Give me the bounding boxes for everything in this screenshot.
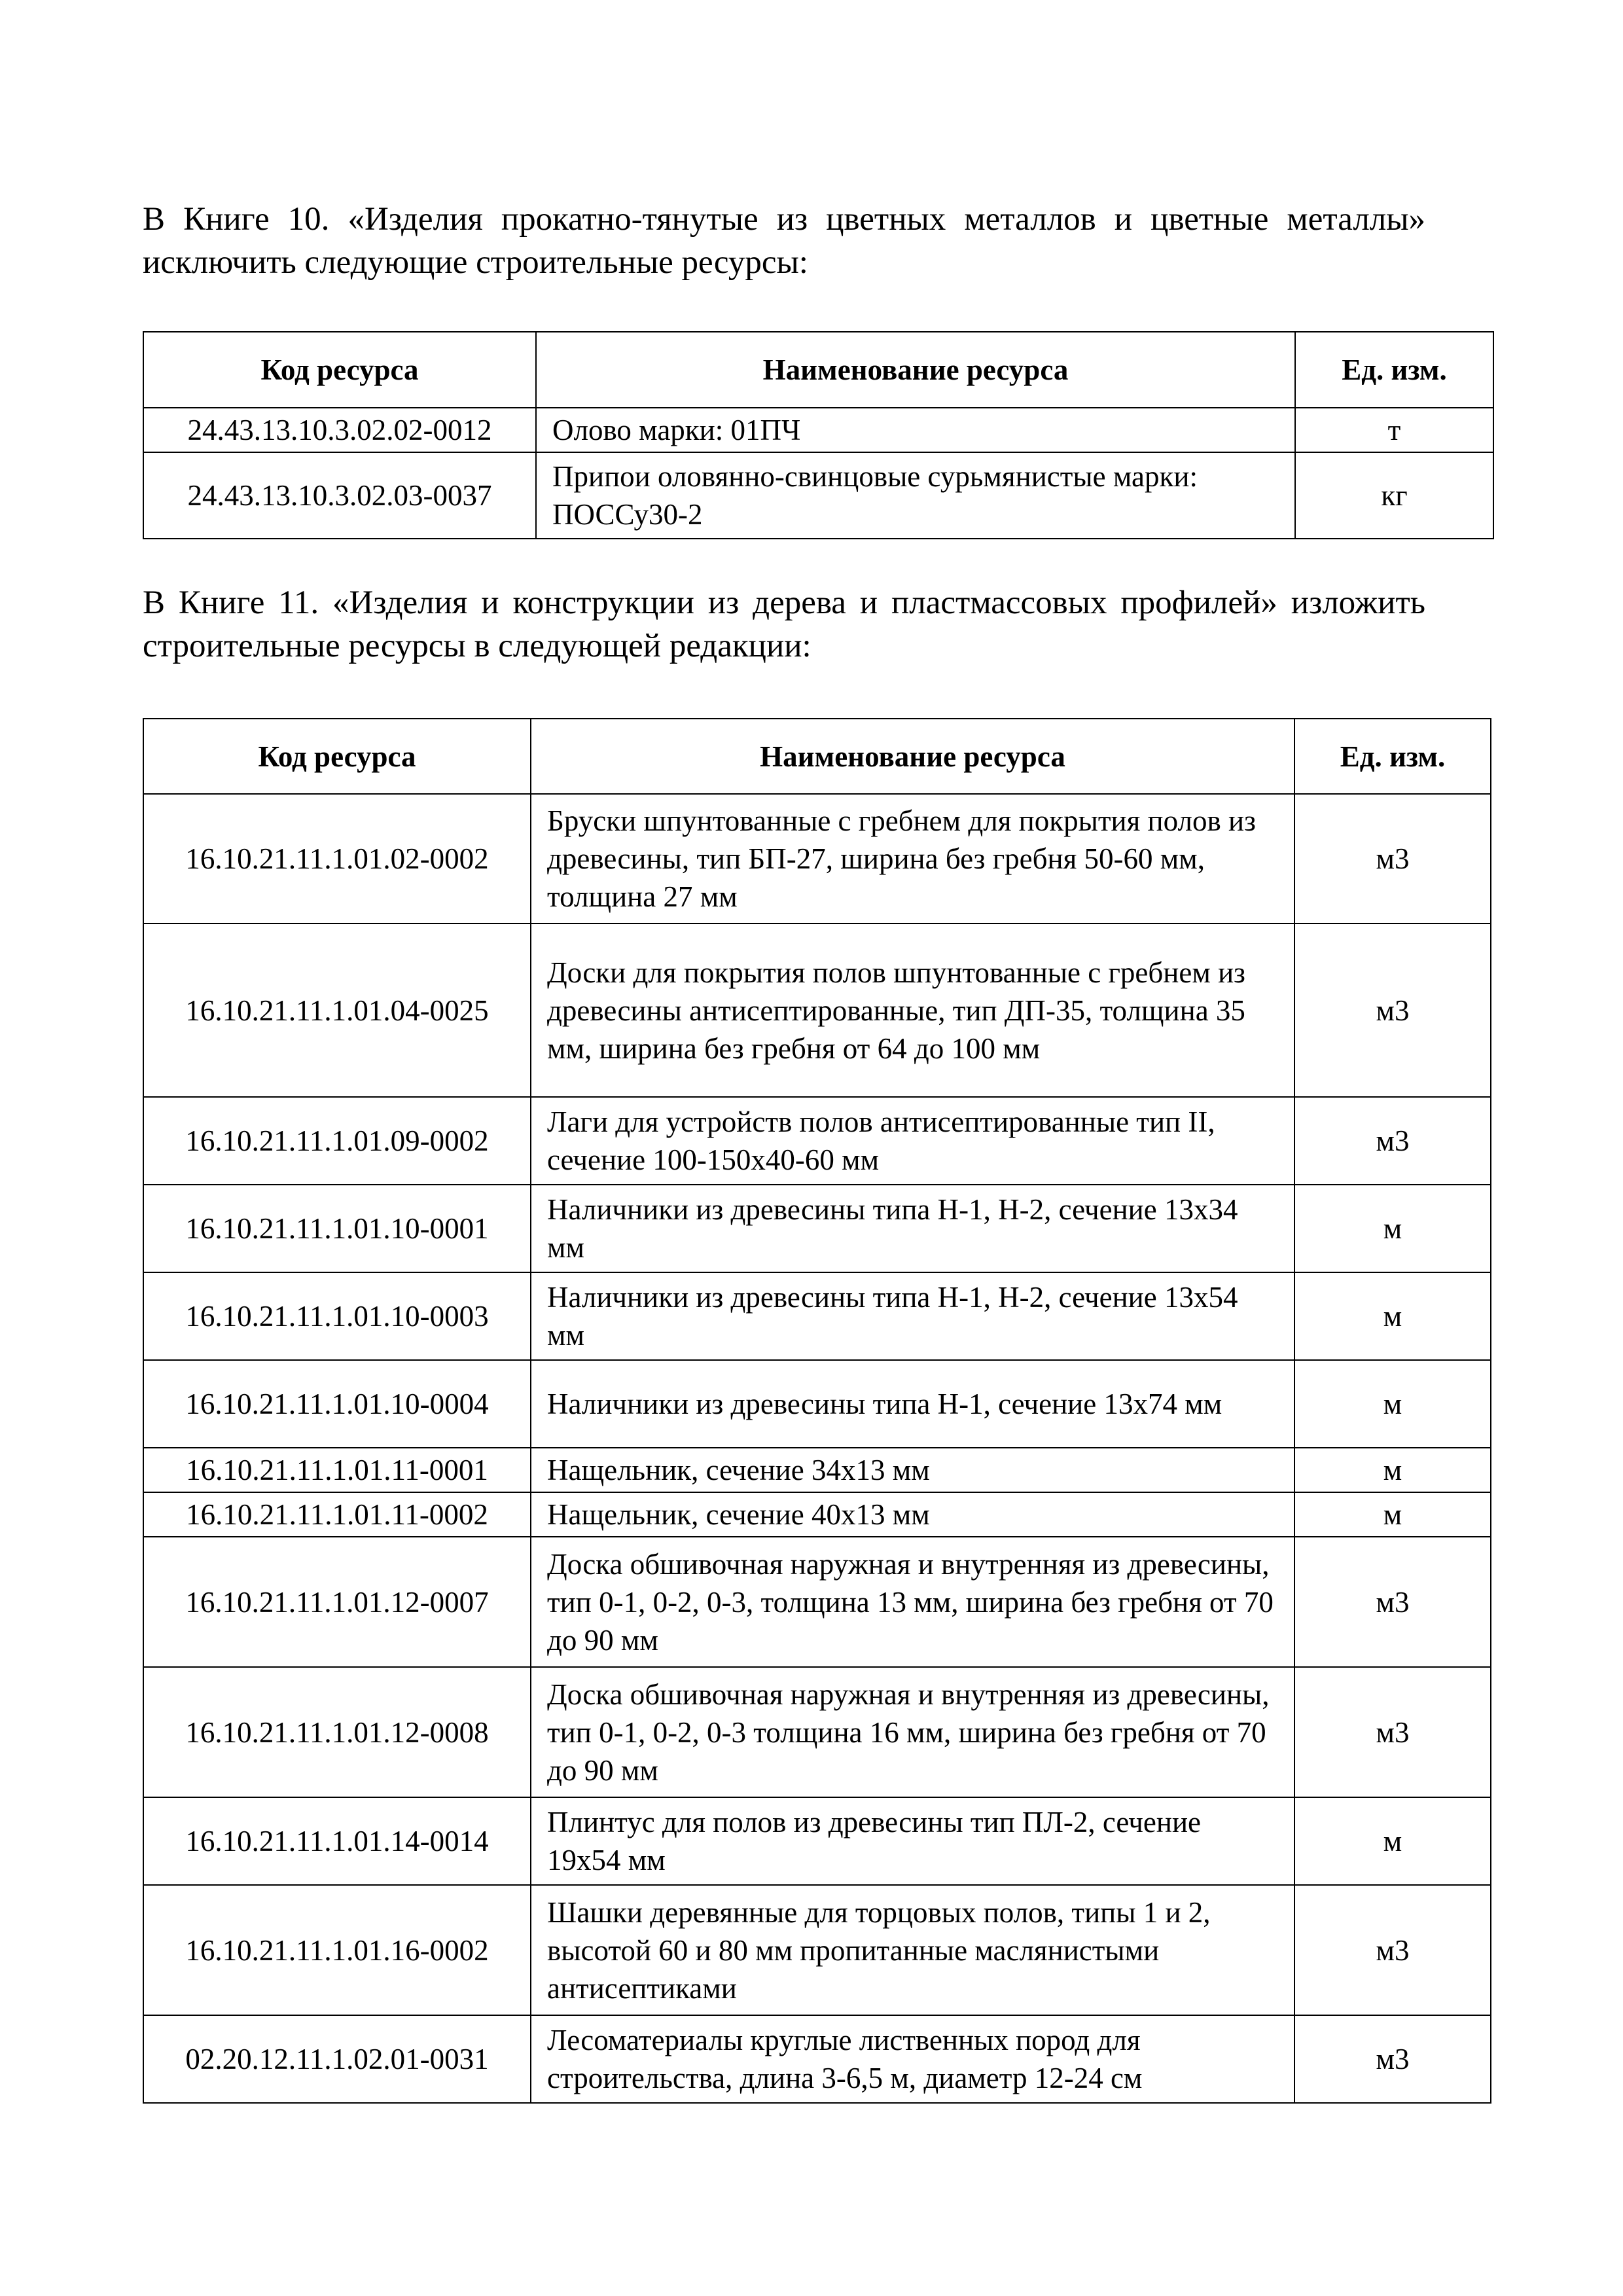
resource-name: Плинтус для полов из древесины тип ПЛ-2, сечение 19х54 мм	[531, 1797, 1294, 1885]
header-name: Наименование ресурса	[531, 719, 1294, 794]
resource-code: 02.20.12.11.1.02.01-0031	[143, 2015, 531, 2103]
table-row	[143, 1667, 1491, 1797]
resource-unit: м	[1294, 1360, 1491, 1448]
table-row	[143, 1797, 1491, 1885]
resource-name: Наличники из древесины типа Н-1, Н-2, сечение 13х34 мм	[531, 1185, 1294, 1272]
resource-name: Лаги для устройств полов антисептированные тип II, сечение 100-150х40-60 мм	[531, 1097, 1294, 1185]
header-unit: Ед. изм.	[1294, 719, 1491, 794]
resource-unit: м3	[1294, 1537, 1491, 1667]
resource-unit: м	[1294, 1797, 1491, 1885]
header-code: Код ресурса	[143, 719, 531, 794]
revised-resources-table	[143, 718, 1491, 2104]
table-row	[143, 1272, 1491, 1360]
resource-code: 16.10.21.11.1.01.10-0001	[143, 1185, 531, 1272]
table-row	[143, 924, 1491, 1097]
resource-code: 16.10.21.11.1.01.11-0001	[143, 1448, 531, 1492]
resource-unit: м	[1294, 1185, 1491, 1272]
table-row	[143, 1185, 1491, 1272]
resource-code: 16.10.21.11.1.01.02-0002	[143, 794, 531, 924]
resource-name: Нащельник, сечение 34х13 мм	[531, 1448, 1294, 1492]
table-row	[143, 1360, 1491, 1448]
table-row	[143, 1492, 1491, 1537]
header-unit: Ед. изм.	[1295, 332, 1493, 408]
resource-name: Лесоматериалы круглые лиственных пород для строительства, длина 3-6,5 м, диаметр 12-24 см	[531, 2015, 1294, 2103]
resource-code: 16.10.21.11.1.01.14-0014	[143, 1797, 531, 1885]
resource-code: 16.10.21.11.1.01.04-0025	[143, 924, 531, 1097]
resource-code: 16.10.21.11.1.01.16-0002	[143, 1885, 531, 2015]
table-header-row	[143, 332, 1493, 408]
resource-code: 16.10.21.11.1.01.12-0007	[143, 1537, 531, 1667]
resource-name: Доски для покрытия полов шпунтованные с гребнем из древесины антисептированные, тип ДП-35, толщина 35 мм, ширина без гребня от 64 до 100 мм	[531, 924, 1294, 1097]
resource-name: Шашки деревянные для торцовых полов, типы 1 и 2, высотой 60 и 80 мм пропитанные маслянистыми антисептиками	[531, 1885, 1294, 2015]
resource-name: Наличники из древесины типа Н-1, Н-2, сечение 13х54 мм	[531, 1272, 1294, 1360]
resource-unit: м3	[1294, 1667, 1491, 1797]
table-header-row	[143, 719, 1491, 794]
resource-name: Доска обшивочная наружная и внутренняя из древесины, тип 0-1, 0-2, 0-3, толщина 13 мм, ширина без гребня от 70 до 90 мм	[531, 1537, 1294, 1667]
section-intro-book-11: В Книге 11. «Изделия и конструкции из дерева и пластмассовых профилей» изложить строительные ресурсы в следующей редакции:	[143, 584, 1425, 664]
resource-unit: м3	[1294, 2015, 1491, 2103]
resource-name: Нащельник, сечение 40х13 мм	[531, 1492, 1294, 1537]
table-row	[143, 2015, 1491, 2103]
resource-code: 16.10.21.11.1.01.10-0004	[143, 1360, 531, 1448]
resource-unit: м	[1294, 1448, 1491, 1492]
header-name: Наименование ресурса	[536, 332, 1295, 408]
resource-unit: м	[1294, 1272, 1491, 1360]
table-row	[143, 408, 1493, 452]
resource-unit: м3	[1294, 1885, 1491, 2015]
table-row	[143, 1885, 1491, 2015]
resource-name: Бруски шпунтованные с гребнем для покрытия полов из древесины, тип БП-27, ширина без гребня 50-60 мм, толщина 27 мм	[531, 794, 1294, 924]
table-row	[143, 1448, 1491, 1492]
table-row	[143, 794, 1491, 924]
resource-unit: м3	[1294, 1097, 1491, 1185]
resource-unit: т	[1295, 408, 1493, 452]
resource-code: 16.10.21.11.1.01.10-0003	[143, 1272, 531, 1360]
resource-code: 16.10.21.11.1.01.09-0002	[143, 1097, 531, 1185]
resource-code: 16.10.21.11.1.01.11-0002	[143, 1492, 531, 1537]
resource-unit: кг	[1295, 452, 1493, 539]
table-row	[143, 1097, 1491, 1185]
resource-code: 16.10.21.11.1.01.12-0008	[143, 1667, 531, 1797]
header-code: Код ресурса	[143, 332, 536, 408]
resource-name: Наличники из древесины типа Н-1, сечение 13х74 мм	[531, 1360, 1294, 1448]
resource-unit: м3	[1294, 794, 1491, 924]
section-intro-book-10: В Книге 10. «Изделия прокатно-тянутые из цветных металлов и цветные металлы» исключить следующие строительные ресурсы:	[143, 201, 1425, 281]
resource-code: 24.43.13.10.3.02.03-0037	[143, 452, 536, 539]
resource-name: Доска обшивочная наружная и внутренняя из древесины, тип 0-1, 0-2, 0-3 толщина 16 мм, ширина без гребня от 70 до 90 мм	[531, 1667, 1294, 1797]
resource-unit: м	[1294, 1492, 1491, 1537]
excluded-resources-table	[143, 331, 1494, 539]
resource-name: Припои оловянно-свинцовые сурьмянистые марки: ПОССу30-2	[536, 452, 1295, 539]
resource-unit: м3	[1294, 924, 1491, 1097]
resource-code: 24.43.13.10.3.02.02-0012	[143, 408, 536, 452]
resource-name: Олово марки: 01ПЧ	[536, 408, 1295, 452]
table-row	[143, 1537, 1491, 1667]
table-row	[143, 452, 1493, 539]
